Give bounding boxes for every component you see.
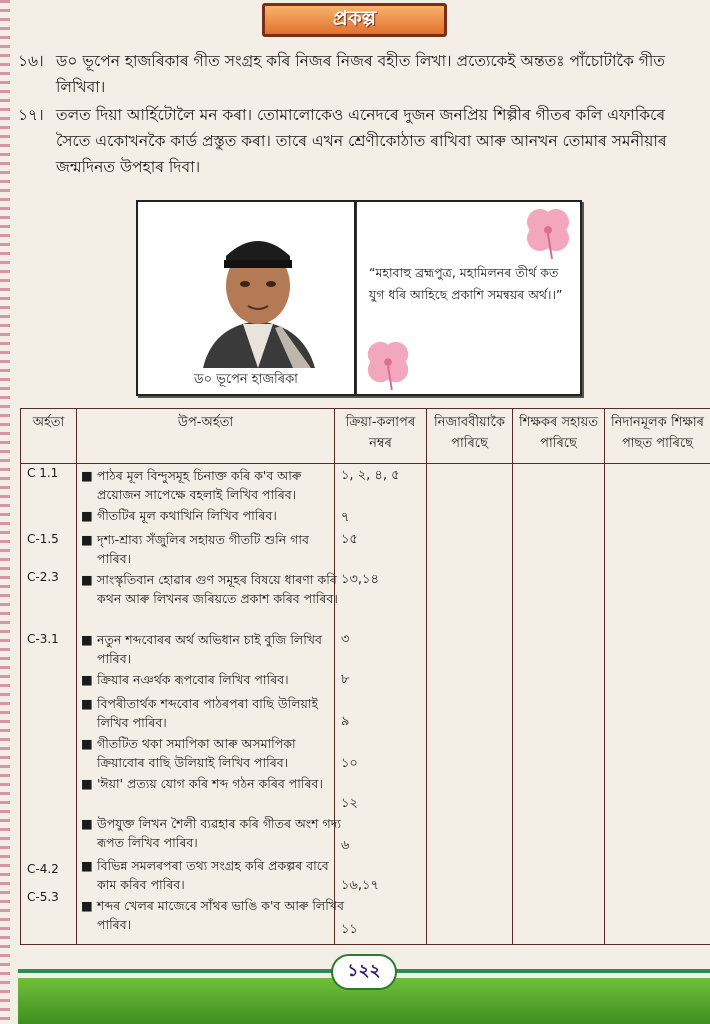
activity-number: ১৭।: [18, 106, 44, 124]
activity-number: ১৬।: [18, 52, 44, 70]
table-header-row: [21, 409, 710, 464]
activity-number-cell: ১, ২, ৪, ৫: [341, 468, 400, 483]
activity-number-cell: ১২: [341, 796, 358, 811]
activity-number-cell: ৯: [341, 714, 350, 729]
competency-code: C 1.1: [27, 466, 59, 480]
sub-competency-item: ■ উপযুক্ত লিখন শৈলী ব্যৱহাৰ কৰি গীতৰ অংশ গদ্য ৰূপত লিখিব পাৰিব।: [81, 816, 341, 850]
sub-competency-item: ■ সাংস্কৃতিবান হোৱাৰ গুণ সমূহৰ বিষয়ে ধাৰণা কৰি কথন আৰু লিখনৰ জৰিয়তে প্ৰকাশ কৰিব পাৰিব।: [81, 572, 338, 606]
portrait-caption: ড০ ভূপেন হাজৰিকা: [194, 372, 298, 387]
header-after-remedial: নিদানমূলক শিক্ষাৰ পাছত পাৰিছে: [605, 409, 710, 464]
sample-card-inside: [356, 200, 582, 396]
page-number: ১২২: [331, 954, 397, 990]
sub-competency-item: ■ বিভিন্ন সমলৰপৰা তথ্য সংগ্ৰহ কৰি প্ৰকল্পৰ বাবে কাম কৰিব পাৰিব।: [81, 858, 329, 892]
sub-competency-item: ■ বিপৰীতাৰ্থক শব্দবোৰ পাঠৰপৰা বাছি উলিয়াই লিখিব পাৰিব।: [81, 696, 319, 730]
header-sub-competency: উপ-অৰ্হতা: [77, 409, 335, 464]
song-quote: “মহাবাহু ব্ৰহ্মপুত্ৰ, মহামিলনৰ তীৰ্থ কত যুগ ধৰি আহিছে প্ৰকাশি সমন্বয়ৰ অৰ্থ।।”: [369, 265, 563, 302]
sample-card-front: [136, 200, 356, 396]
sub-competency-item: ■ 'ঈয়া' প্ৰত্যয় যোগ কৰি শব্দ গঠন কৰিব পাৰিব।: [81, 776, 323, 791]
competency-code: C-3.1: [27, 632, 59, 646]
competency-code: C-2.3: [27, 570, 59, 584]
activity-number-cell: ৮: [341, 672, 350, 687]
remedial-check-column: [605, 464, 710, 945]
sub-competency-item: ■ দৃশ্য-শ্ৰাব্য সঁজুলিৰ সহায়ত গীতটি শুনি গাব পাৰিব।: [81, 532, 309, 566]
activity-number-column: [335, 464, 427, 945]
sub-competency-item: ■ শব্দৰ খেলৰ মাজেৰে সাঁথৰ ভাঙি ক'ব আৰু লিখিব পাৰিব।: [81, 898, 344, 932]
competency-code: C-4.2: [27, 862, 59, 876]
activity-number-cell: ১০: [341, 756, 358, 771]
activity-text: ড০ ভূপেন হাজৰিকাৰ গীত সংগ্ৰহ কৰি নিজৰ নিজৰ বহীত লিখা। প্ৰত্যেকেই অন্ততঃ পাঁচোটাকৈ গীত লিখিবা।: [56, 52, 665, 96]
competency-table: [20, 408, 710, 945]
activity-16: [18, 48, 698, 100]
binding-strip: [0, 0, 10, 1024]
flower-icon: [522, 204, 574, 260]
activity-number-cell: ১৫: [341, 532, 358, 547]
flower-icon: [363, 336, 413, 392]
sub-competency-item: ■ ক্ৰিয়াৰ নঞৰ্থক ৰূপবোৰ লিখিব পাৰিব।: [81, 672, 289, 687]
sub-competency-item: ■ গীতটিৰ মূল কথাখিনি লিখিব পাৰিব।: [81, 508, 277, 523]
activity-number-cell: ১৬,১৭: [341, 878, 379, 893]
section-title: প্ৰকল্প: [262, 3, 447, 37]
activity-text: তলত দিয়া আৰ্হিটোলৈ মন কৰা। তোমালোকেও এনেদৰে দুজন জনপ্ৰিয় শিল্পীৰ গীতৰ কলি এফাকিৰে সৈতে একোখনকৈ কাৰ্ড প্ৰস্তুত কৰা। তাৰে এখন শ্ৰেণীকোঠাত ৰাখিবা আৰু আনখন তোমাৰ সমনীয়াৰ জন্মদিনত উপহাৰ দিবা।: [56, 106, 667, 176]
teacher-help-check-column: [513, 464, 605, 945]
codes-column: [21, 464, 77, 945]
header-competency: অৰ্হতা: [21, 409, 77, 464]
activity-number-cell: ৭: [341, 510, 350, 525]
sub-competency-item: ■ পাঠৰ মূল বিন্দুসমূহ চিনাক্ত কৰি ক'ব আৰু প্ৰয়োজন সাপেক্ষে বহলাই লিখিব পাৰিব।: [81, 468, 302, 502]
header-independently: নিজাববীয়াকৈ পাৰিছে: [427, 409, 513, 464]
header-with-teacher: শিক্ষকৰ সহায়ত পাৰিছে: [513, 409, 605, 464]
activity-number-cell: ৩: [341, 632, 350, 647]
competency-code: C-5.3: [27, 890, 59, 904]
independent-check-column: [427, 464, 513, 945]
sub-competency-item: ■ নতুন শব্দবোৰৰ অৰ্থ অভিধান চাই বুজি লিখিব পাৰিব।: [81, 632, 322, 666]
table-body-row: [21, 464, 710, 945]
portrait-image: [193, 216, 323, 368]
sub-competency-item: ■ গীতটিত থকা সমাপিকা আৰু অসমাপিকা ক্ৰিয়াবোৰ বাছি উলিয়াই লিখিব পাৰিব।: [81, 736, 296, 770]
activity-number-cell: ১৩,১৪: [341, 572, 379, 587]
activity-17: [18, 102, 698, 180]
activity-number-cell: ৬: [341, 838, 350, 853]
sub-competency-column: [77, 464, 344, 945]
header-activity-number: ক্ৰিয়া-কলাপৰ নম্বৰ: [335, 409, 427, 464]
competency-code: C-1.5: [27, 532, 59, 546]
activity-number-cell: ১১: [341, 922, 358, 937]
